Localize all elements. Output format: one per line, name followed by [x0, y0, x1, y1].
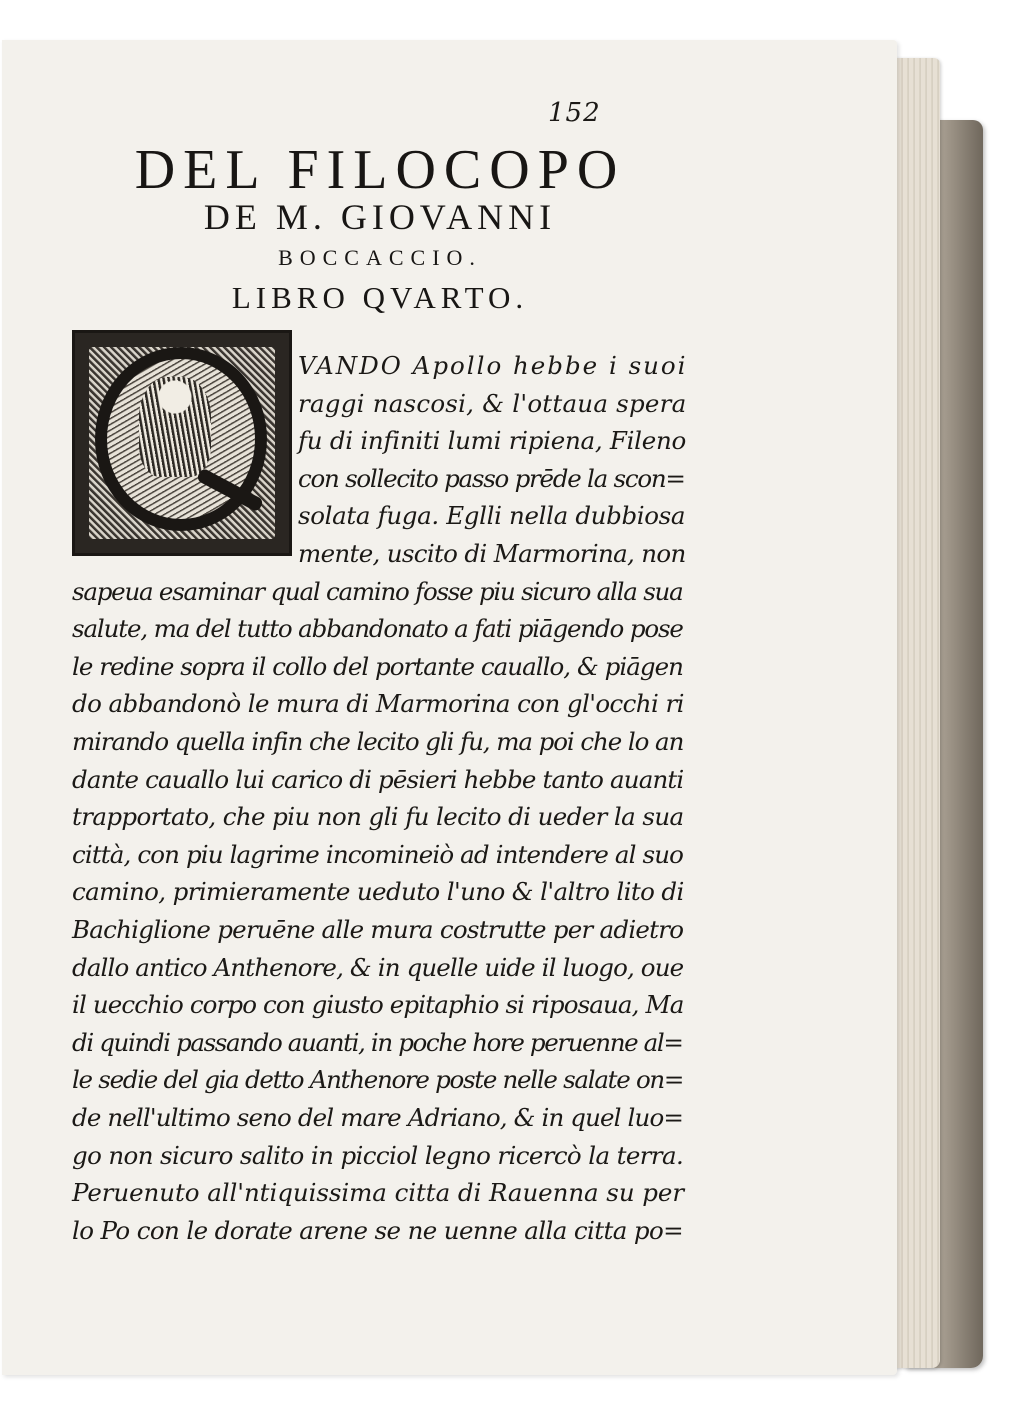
body-line: go non sicuro salito in picciol legno ricercò la terra. — [72, 1140, 684, 1170]
body-line: Bachiglione peruēne alle mura costrutte per adietro — [72, 915, 684, 944]
body-line: solata fuga. Eglli nella dubbiosa — [298, 501, 686, 531]
body-line: città, con piu lagrime incomineiò ad intendere al suo — [72, 839, 684, 869]
body-line: le redine sopra il collo del portante cauallo, & piāgen — [72, 651, 683, 681]
decorated-initial-q-icon — [72, 330, 292, 556]
body-line: dallo antico Anthenore, & in quelle uide il luogo, oue — [72, 952, 684, 982]
page-number: 152 — [548, 98, 601, 128]
body-line: trapportato, che piu non gli fu lecito di ueder la sua — [72, 802, 684, 832]
body-line: raggi nascosi, & l'ottaua spera — [298, 388, 687, 418]
initial-scholar-figure — [139, 377, 211, 477]
body-line: lo Po con le dorate arene se ne uenne alla citta po= — [72, 1215, 684, 1245]
title-line-4: LIBRO QVARTO. — [231, 280, 529, 315]
body-line: camino, primieramente ueduto l'uno & l'altro lito di — [72, 877, 684, 907]
body-line: Peruenuto all'ntiquissima citta di Rauenna su per — [72, 1178, 684, 1208]
body-line: salute, ma del tutto abbandonato a fati piāgendo pose — [72, 614, 683, 644]
title-line-3: BOCCACCIO. — [278, 245, 482, 270]
body-line: sapeua esaminar qual camino fosse piu sicuro alla sua — [72, 576, 683, 606]
title-line-2: DE M. GIOVANNI — [203, 197, 557, 237]
body-line: mente, uscito di Marmorina, non — [298, 539, 686, 568]
body-line: di quindi passando auanti, in poche hore peruenne al= — [72, 1027, 683, 1057]
body-line: VANDO Apollo hebbe i suoi — [298, 351, 688, 380]
body-line: de nell'ultimo seno del mare Adriano, & in quel luo= — [72, 1103, 684, 1132]
body-line: il uecchio corpo con giusto epitaphio si riposaua, Ma — [72, 990, 684, 1020]
title-line-1: DEL FILOCOPO — [134, 139, 626, 201]
body-line: fu di infiniti lumi ripiena, Fileno — [298, 426, 686, 456]
body-line: dante cauallo lui carico di pēsieri hebbe tanto auanti — [72, 764, 684, 794]
body-line: do abbandonò le mura di Marmorina con gl'occhi ri — [72, 689, 684, 719]
body-line: le sedie del gia detto Anthenore poste nelle salate on= — [72, 1065, 684, 1095]
body-line: con sollecito passo prēde la scon= — [298, 463, 685, 493]
body-line: mirando quella infin che lecito gli fu, ma poi che lo an — [72, 727, 684, 756]
